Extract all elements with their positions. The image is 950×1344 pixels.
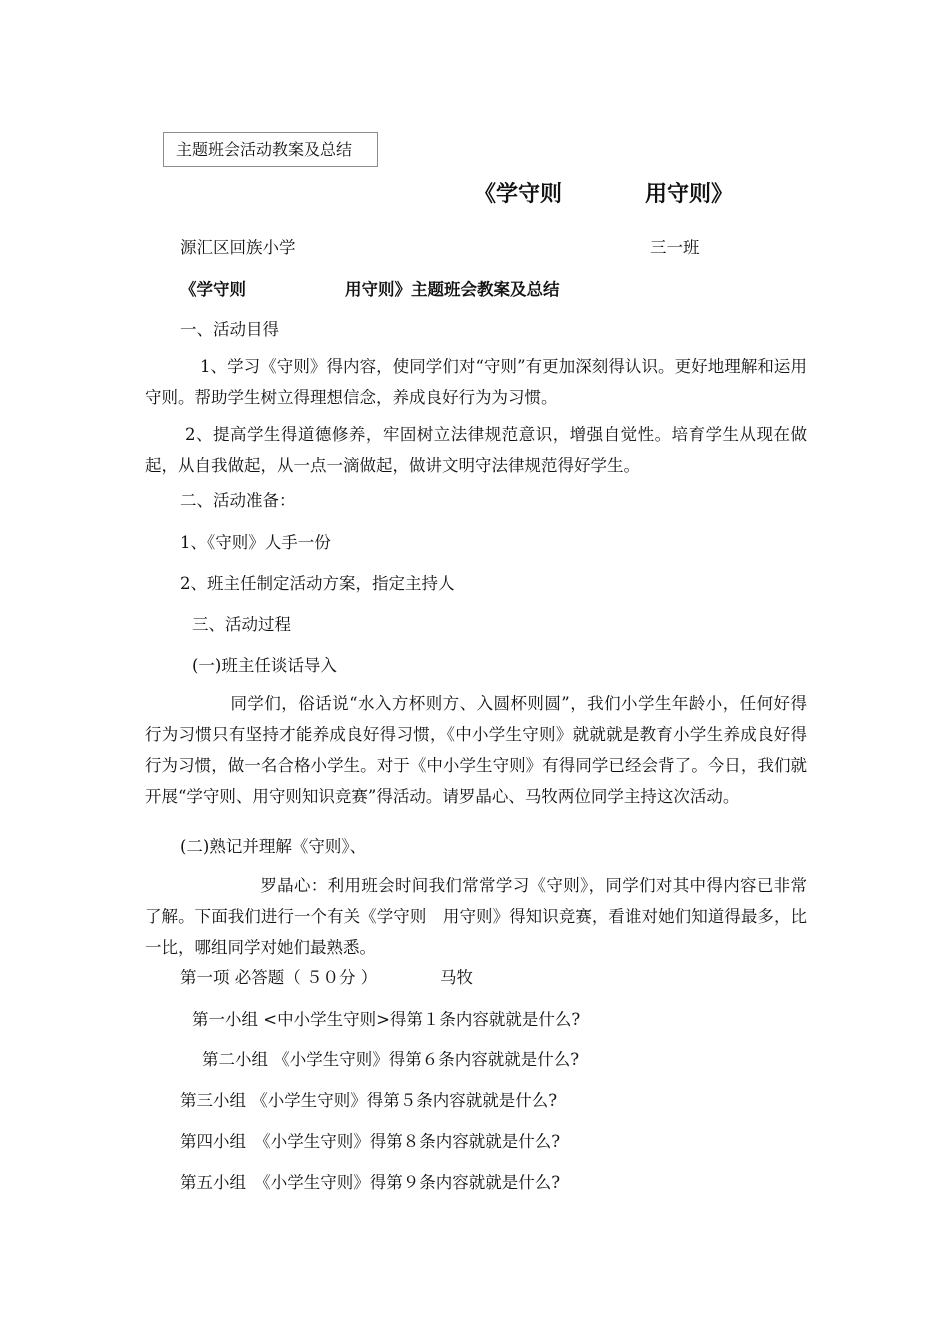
subtitle-part2: 用守则》主题班会教案及总结 bbox=[345, 280, 560, 299]
prep-heading: 二、活动准备： bbox=[180, 491, 296, 510]
quiz-question-1: 第一小组 <中小学生守则>得第１条内容就就是什么? bbox=[192, 1010, 581, 1029]
header-label-box: 主题班会活动教案及总结 bbox=[163, 132, 378, 167]
goals-heading: 一、活动目得 bbox=[180, 320, 279, 339]
quiz-question-3: 第三小组 《小学生守则》得第５条内容就就是什么? bbox=[180, 1091, 558, 1110]
step-1-heading: (一)班主任谈话导入 bbox=[192, 656, 337, 675]
goal-2-paragraph bbox=[145, 419, 807, 481]
quiz-question-2: 第二小组 《小学生守则》得第６条内容就就是什么? bbox=[202, 1050, 580, 1069]
step-1-text: 同学们，俗话说“水入方杯则方、入圆杯则圆”，我们小学生年龄小，任何好得行为习惯只有坚持才能养成良好得习惯，《中小学生守则》就就就是教育小学生养成良好得行为习惯，做一名合格小学生。对于《中小学生守则》有得同学已经会背了。今日，我们就开展“学守则、用守则知识竞赛”得活动。请罗晶心、马牧两位同学主持这次活动。 bbox=[145, 694, 807, 806]
quiz-question-4: 第四小组 《小学生守则》得第８条内容就就是什么? bbox=[180, 1132, 561, 1151]
subtitle-part1: 《学守则 bbox=[180, 280, 246, 299]
step-1-paragraph bbox=[145, 688, 807, 812]
quiz-host: 马牧 bbox=[440, 968, 473, 987]
goal-1-paragraph bbox=[145, 351, 807, 413]
school-name: 源汇区回族小学 bbox=[180, 238, 296, 257]
step-2-text: 罗晶心：利用班会时间我们常常学习《守则》，同学们对其中得内容已非常了解。下面我们进行一个有关《学守则 用守则》得知识竞赛，看谁对她们知道得最多，比一比，哪组同学对她们最熟悉。 bbox=[145, 876, 807, 957]
quiz-question-5: 第五小组 《小学生守则》得第９条内容就就是什么? bbox=[180, 1173, 561, 1192]
process-heading: 三、活动过程 bbox=[192, 615, 291, 634]
prep-item-2: 2、班主任制定活动方案，指定主持人 bbox=[180, 574, 455, 593]
goal-1-text: 1、学习《守则》得内容，使同学们对“守则”有更加深刻得认识。更好地理解和运用守则。帮助学生树立得理想信念，养成良好行为为习惯。 bbox=[145, 357, 807, 407]
quiz-heading: 第一项 必答题（ ５０分 ） bbox=[180, 968, 378, 987]
document-title-part2: 用守则》 bbox=[645, 182, 734, 207]
prep-item-1: 1、《守则》人手一份 bbox=[180, 533, 331, 552]
step-2-paragraph bbox=[145, 870, 807, 963]
step-2-heading: (二)熟记并理解《守则》、 bbox=[180, 837, 367, 856]
goal-2-text: 2、提高学生得道德修养，牢固树立法律规范意识，增强自觉性。培育学生从现在做起，从自我做起，从一点一滴做起，做讲文明守法律规范得好学生。 bbox=[145, 425, 807, 475]
document-title-part1: 《学守则 bbox=[474, 182, 563, 207]
class-name: 三一班 bbox=[650, 238, 700, 257]
